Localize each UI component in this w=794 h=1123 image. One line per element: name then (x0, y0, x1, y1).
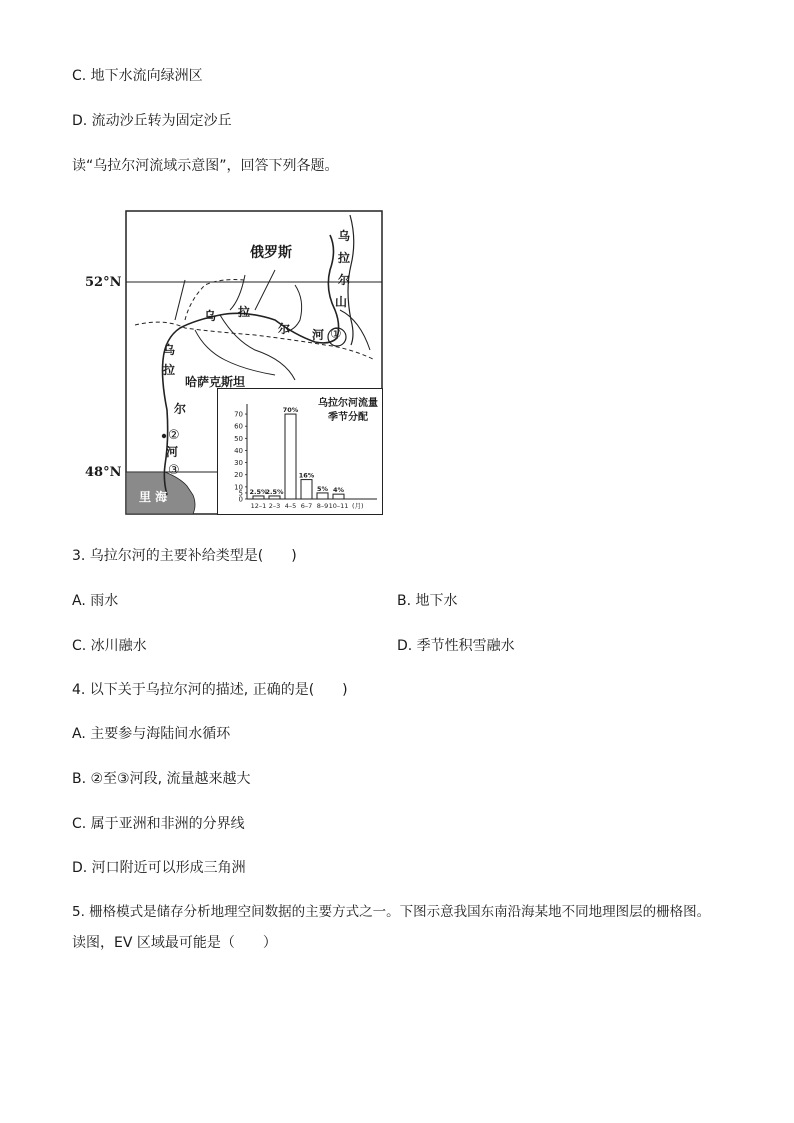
q4-option-a: A. 主要参与海陆间水循环 (72, 726, 231, 742)
chart-title: 乌拉尔河流量季节分配 (318, 398, 378, 423)
intro-text: 读“乌拉尔河流域示意图”，回答下列各题。 (72, 158, 339, 174)
option-d-prev: D. 流动沙丘转为固定沙丘 (72, 113, 232, 129)
chart-value-label: 5% (316, 484, 329, 493)
lat-48-label: 48°N (85, 465, 122, 480)
chart-y-tick-label: 40 (234, 446, 243, 455)
chart-bar (317, 493, 328, 499)
q4-option-c: C. 属于亚洲和非洲的分界线 (72, 816, 245, 832)
river-upper-char-4: 河 (312, 328, 325, 342)
marker-3: ③ (168, 463, 180, 478)
chart-bar (333, 494, 344, 499)
river-lower-char-2: 拉 (163, 363, 176, 377)
option-c-prev: C. 地下水流向绿洲区 (72, 68, 203, 84)
lat-52-label: 52°N (85, 275, 122, 290)
river-upper-char-2: 拉 (238, 305, 251, 319)
chart-y-tick-label: 5 (238, 489, 243, 498)
river-lower-char-3: 尔 (174, 402, 187, 416)
chart-y-tick-label: 70 (234, 410, 243, 419)
q4-option-b: B. ②至③河段, 流量越来越大 (72, 771, 251, 787)
ural-mtn-char-3: 尔 (338, 273, 351, 287)
q3-option-c: C. 冰川融水 (72, 638, 147, 654)
chart-y-tick-label: 50 (234, 434, 243, 443)
chart-value-label: 16% (298, 471, 315, 480)
river-lower-char-1: 乌 (163, 343, 176, 357)
river-lower-char-4: 河 (166, 445, 179, 459)
chart-category-label: 8–9 (316, 502, 329, 510)
q4-stem: 4. 以下关于乌拉尔河的描述, 正确的是( ) (72, 682, 348, 698)
chart-category-label: 2–3 (268, 502, 281, 510)
ural-mtn-char-1: 乌 (338, 229, 351, 243)
chart-bar (253, 496, 264, 499)
chart-y-tick-label: 60 (234, 422, 243, 431)
russia-label: 俄罗斯 (250, 245, 292, 261)
chart-bar (269, 496, 280, 499)
river-upper-char-1: 乌 (204, 309, 217, 323)
chart-value-label: 70% (282, 406, 299, 415)
caspian-label: 里 海 (139, 490, 168, 504)
chart-bar (301, 480, 312, 499)
river-upper-char-3: 尔 (278, 322, 291, 336)
chart-category-label: 10–11 (328, 502, 349, 510)
ural-mtn-char-4: 山 (335, 295, 348, 309)
chart-category-label: 4–5 (284, 502, 297, 510)
q4-option-d: D. 河口附近可以形成三角洲 (72, 860, 246, 876)
chart-value-label: 4% (332, 486, 345, 495)
chart-y-tick-label: 0 (238, 495, 243, 504)
marker-2: ② (168, 428, 180, 443)
chart-y-tick-label: 20 (234, 471, 243, 480)
q5-stem-line2: 读图，EV 区域最可能是（ ） (72, 935, 277, 951)
kazakhstan-label: 哈萨克斯坦 (185, 375, 246, 389)
ural-mtn-char-2: 拉 (338, 251, 351, 265)
q3-stem: 3. 乌拉尔河的主要补给类型是( ) (72, 548, 297, 564)
q3-option-b: B. 地下水 (397, 593, 458, 609)
chart-y-tick-label: 30 (234, 459, 243, 468)
chart-category-label: 12–1 (250, 502, 267, 510)
q5-stem-line1: 5. 栅格模式是储存分析地理空间数据的主要方式之一。下图示意我国东南沿海某地不同地理图层的栅格图。 (72, 904, 711, 920)
chart-bar (285, 414, 296, 499)
chart-y-tick-label: 10 (234, 483, 243, 492)
q3-option-a: A. 雨水 (72, 593, 119, 609)
chart-value-label: 2.5% (249, 487, 268, 496)
marker-1: ① (330, 327, 342, 342)
chart-category-label: 6–7 (300, 502, 313, 510)
chart-x-unit: (月) (352, 502, 364, 510)
chart-value-label: 2.5% (265, 487, 284, 496)
q3-option-d: D. 季节性积雪融水 (397, 638, 515, 654)
